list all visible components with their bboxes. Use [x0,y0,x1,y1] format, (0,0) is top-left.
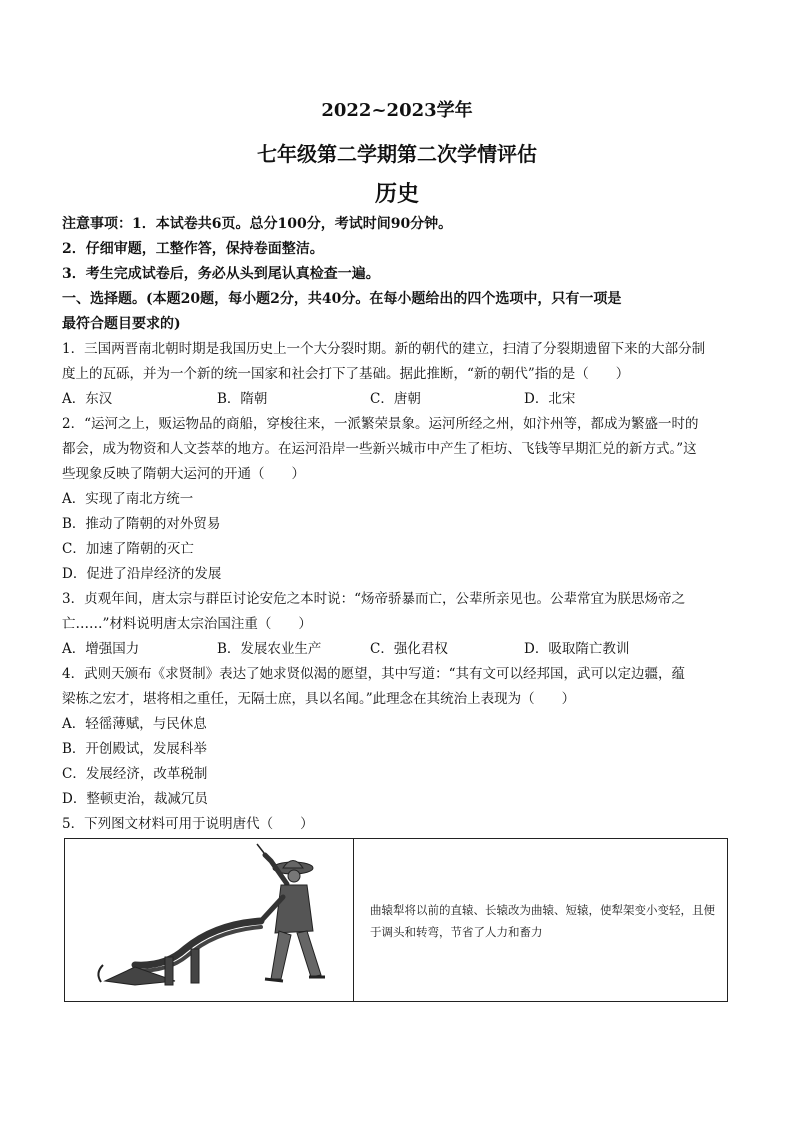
q2-option-a: A．实现了南北方统一 [62,491,194,507]
school-year: 2022~2023学年 [321,100,473,121]
q1-stem-cont: 度上的瓦砾，并为一个新的统一国家和社会打下了基础。据此推断，“新的朝代”指的是（ ） [62,366,630,382]
farmer-plough-image [65,839,353,1001]
q2-option-c: C．加速了隋朝的灭亡 [62,541,194,557]
q3-stem: 3．贞观年间，唐太宗与群臣讨论安危之本时说：“炀帝骄暴而亡，公辈所亲见也。公辈常宜为朕思炀帝之 [62,591,685,607]
q2-option-b: B．推动了隋朝的对外贸易 [62,516,221,532]
section-heading-cont: 最符合题目要求的) [62,316,181,332]
plough-illustration [65,839,353,1001]
q4-option-d: D．整顿吏治，裁减冗员 [62,791,208,807]
note-1: 注意事项：1．本试卷共6页。总分100分，考试时间90分钟。 [62,216,453,232]
note-2: 2．仔细审题，工整作答，保持卷面整洁。 [62,241,324,257]
q5-caption: 曲辕犁将以前的直辕、长辕改为曲辕、短辕，使犁架变小变轻，且便于调头和转弯，节省了人力和畜力 [370,903,715,939]
q3-stem-cont: 亡……”材料说明唐太宗治国注重（ ） [62,616,312,632]
q3-option-b: B．发展农业生产 [217,641,322,657]
q1-option-b: B．隋朝 [217,391,268,407]
q4-option-a: A．轻徭薄赋，与民休息 [62,716,207,732]
q3-option-a: A．增强国力 [62,641,140,657]
q4-stem: 4．武则天颁布《求贤制》表达了她求贤似渴的愿望，其中写道：“其有文可以经邦国，武可以定边疆，蕴 [62,666,685,682]
q5-material-table [64,838,728,1002]
q4-option-c: C．发展经济，改革税制 [62,766,208,782]
q3-option-d: D．吸取隋亡教训 [524,641,630,657]
section-heading: 一、选择题。(本题20题，每小题2分，共40分。在每小题给出的四个选项中，只有一项是 [62,291,622,307]
subject-title: 历史 [374,181,419,207]
q1-option-d: D．北宋 [524,391,576,407]
q2-option-d: D．促进了沿岸经济的发展 [62,566,222,582]
table-divider [353,839,354,1001]
q1-option-a: A．东汉 [62,391,113,407]
q4-stem-cont: 梁栋之宏才，堪将相之重任，无隔士庶，具以名闻。”此理念在其统治上表现为（ ） [62,691,576,707]
q4-option-b: B．开创殿试，发展科举 [62,741,207,757]
note-3: 3．考生完成试卷后，务必从头到尾认真检查一遍。 [62,266,380,282]
q2-stem-cont2: 些现象反映了隋朝大运河的开通（ ） [62,466,305,482]
q5-stem: 5．下列图文材料可用于说明唐代（ ） [62,816,314,832]
q3-option-c: C．强化君权 [370,641,448,657]
q2-stem-cont: 都会，成为物资和人文荟萃的地方。在运河沿岸一些新兴城市中产生了柜坊、飞钱等早期汇兑的新方式。”这 [62,441,697,457]
q1-stem: 1．三国两晋南北朝时期是我国历史上一个大分裂时期。新的朝代的建立，扫清了分裂期遗留下来的大部分制 [62,341,706,357]
q1-option-c: C．唐朝 [370,391,421,407]
exam-title: 七年级第二学期第二次学情评估 [257,142,537,166]
q2-stem: 2．“运河之上，贩运物品的商船，穿梭往来，一派繁荣景象。运河所经之州，如汴州等，都成为繁盛一时的 [62,416,699,432]
